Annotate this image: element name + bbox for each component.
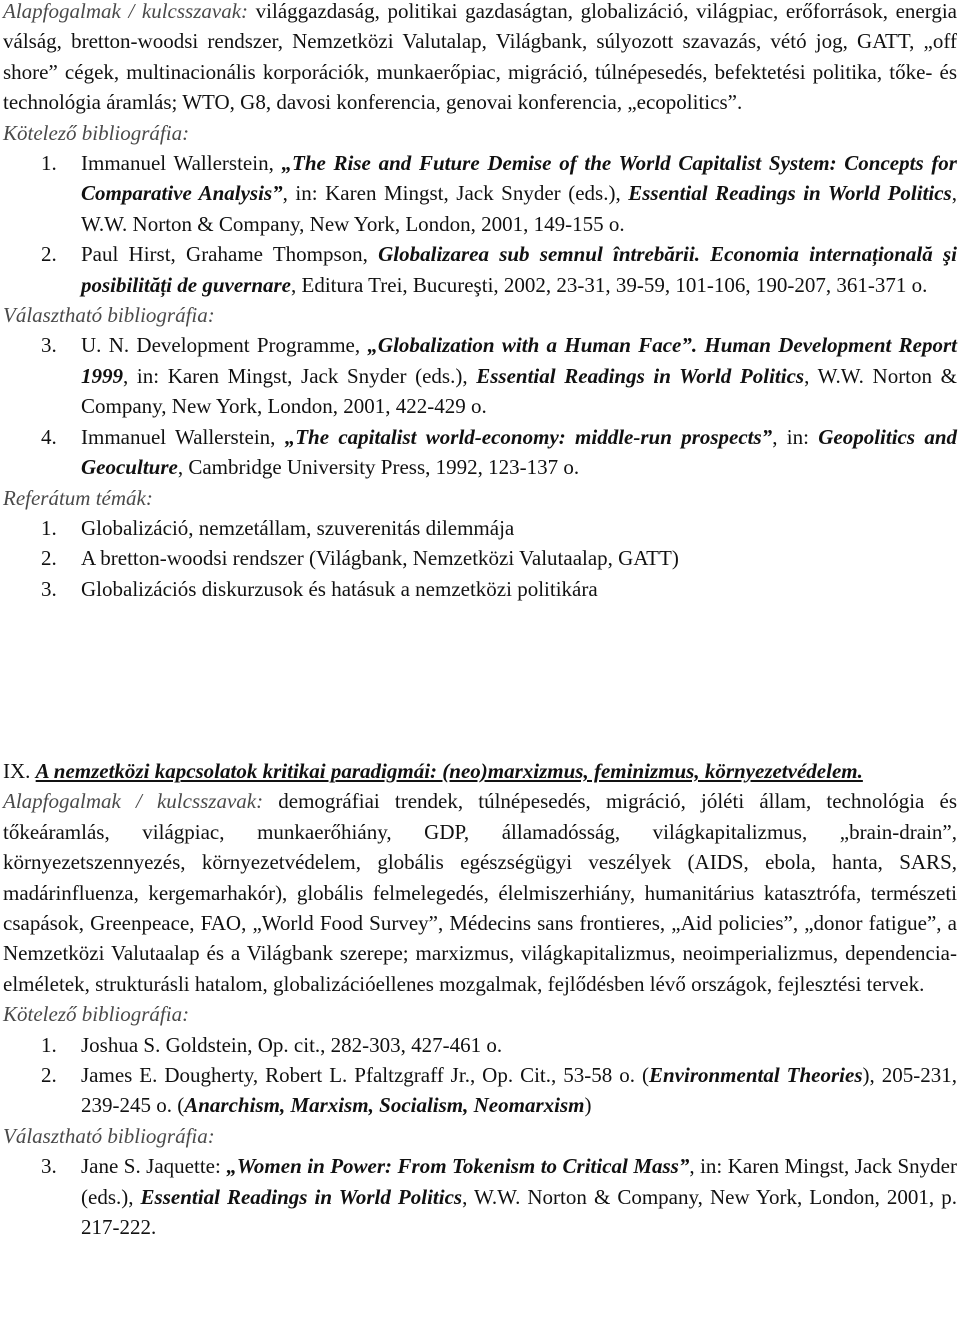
topic-item bbox=[3, 574, 957, 604]
item-number: 2. bbox=[41, 546, 57, 571]
concepts-text: világgazdaság, politikai gazdaságtan, globalizáció, világpiac, erőforrások, energia válság, bretton-woodsi rendszer, Nemzetközi Valutalap, Világbank, súlyozott szavazás, vétó jog, GATT, „off shore” cégek, multinacionális korporációk, munkaerőpiac, migráció, túlnépesedés, befektetési politika, tőke- és technológia áramlás; WTO, G8, davosi konferencia, genovai konferencia, „ecopolitics”. bbox=[3, 0, 957, 115]
optional-bibliography-label: Választható bibliográfia: bbox=[3, 303, 215, 328]
citation-text: , in: Karen Mingst, Jack Snyder (eds.), bbox=[282, 181, 629, 206]
section-heading bbox=[3, 756, 957, 786]
topic-item bbox=[3, 513, 957, 543]
required-bibliography-list bbox=[3, 148, 957, 300]
work-title: Essential Readings in World Politics bbox=[476, 363, 805, 388]
item-number: 2. bbox=[41, 242, 57, 267]
section-title: A nemzetközi kapcsolatok kritikai paradigmái: (neo)marxizmus, feminizmus, környezetvédelem. bbox=[35, 759, 863, 783]
bibliography-entry bbox=[3, 239, 957, 300]
work-title: „Women in Power: From Tokenism to Critical Mass” bbox=[226, 1154, 690, 1179]
citation-text: , W.W. Norton & Company, New York, London, 2001, p. 217-222. bbox=[81, 1184, 957, 1240]
citation-text: Paul Hirst, Grahame Thompson, bbox=[81, 242, 379, 267]
topics-label: Referátum témák: bbox=[3, 485, 153, 510]
optional-bibliography-label: Választható bibliográfia: bbox=[3, 1123, 215, 1148]
item-number: 1. bbox=[41, 1032, 57, 1057]
required-bibliography-label: Kötelező bibliográfia: bbox=[3, 120, 190, 145]
item-number: 3. bbox=[41, 576, 57, 601]
work-title: Globalizarea sub semnul întrebării. Economia internațională şi posibilități de guvernare bbox=[81, 242, 957, 297]
bibliography-entry bbox=[3, 1030, 957, 1060]
citation-text: , Editura Trei, Bucureşti, 2002, 23-31, 39-59, 101-106, 190-207, 361-371 o. bbox=[291, 272, 928, 297]
work-title: Essential Readings in World Politics bbox=[140, 1184, 463, 1209]
item-number: 3. bbox=[41, 1154, 57, 1179]
work-title: Geopolitics and Geoculture bbox=[81, 424, 957, 480]
optional-bibliography-list bbox=[3, 1151, 957, 1242]
concepts-label: Alapfogalmak / kulcsszavak: bbox=[3, 789, 264, 814]
citation-text: , in: bbox=[772, 424, 819, 449]
section-9 bbox=[3, 756, 957, 1243]
citation-text: , Cambridge University Press, 1992, 123-137 o. bbox=[177, 455, 580, 480]
item-number: 4. bbox=[41, 424, 57, 449]
bibliography-entry bbox=[3, 1060, 957, 1121]
bibliography-entry bbox=[3, 148, 957, 239]
citation-text: U. N. Development Programme, bbox=[81, 333, 368, 358]
work-title: „The capitalist world-economy: middle-run prospects” bbox=[284, 424, 773, 449]
work-title: Essential Readings in World Politics bbox=[628, 181, 952, 206]
citation-text: ) bbox=[584, 1093, 592, 1118]
citation-text: , W.W. Norton & Company, New York, London, 2001, 422-429 o. bbox=[81, 363, 957, 419]
topic-text: A bretton-woodsi rendszer (Világbank, Nemzetközi Valutaalap, GATT) bbox=[81, 546, 679, 571]
citation-text: ), 205-231, 239-245 o. ( bbox=[81, 1063, 957, 1118]
bibliography-entry bbox=[3, 1151, 957, 1242]
item-number: 3. bbox=[41, 333, 57, 358]
concepts-label: Alapfogalmak / kulcsszavak: bbox=[3, 0, 249, 23]
section-8 bbox=[3, 0, 957, 604]
concepts-paragraph bbox=[3, 0, 957, 118]
citation-text: Jane S. Jaquette: bbox=[81, 1154, 227, 1179]
required-bibliography-label: Kötelező bibliográfia: bbox=[3, 1002, 190, 1027]
bibliography-entry bbox=[3, 422, 957, 483]
citation-text: Immanuel Wallerstein, bbox=[81, 424, 285, 449]
citation-text: , in: Karen Mingst, Jack Snyder (eds.), bbox=[123, 363, 477, 388]
citation-text: James E. Dougherty, Robert L. Pfaltzgraff Jr., Op. Cit., 53-58 o. ( bbox=[81, 1063, 649, 1088]
item-number: 1. bbox=[41, 515, 57, 540]
citation-text: Joshua S. Goldstein, Op. cit., 282-303, 427-461 o. bbox=[81, 1032, 503, 1057]
item-number: 2. bbox=[41, 1063, 57, 1088]
concepts-text: demográfiai trendek, túlnépesedés, migráció, jóléti állam, technológia és tőkeáramlás, világpiac, munkaerőhiány, GDP, államadósság, világkapitalizmus, „brain-drain”, környezetszennyezés, környezetvédelem, globális egészségügyi veszélyek (AIDS, ebola, hanta, SARS, madárinfluenza, kergemarhakór), globális felmelegedés, élelmiszerhiány, humanitárius katasztrófa, természeti csapások, Greenpeace, FAO, „World Food Survey”, Médecins sans frontieres, „Aid policies”, „donor fatigue”, a Nemzetközi Valutaalap és a Világbank szerepe; marxizmus, világkapitalizmus, neoimperializmus, dependencia-elméletek, strukturásli hatalom, globalizációellenes mozgalmak, fejlődésben lévő országok, fejlesztési tervek. bbox=[3, 789, 958, 996]
work-title: „The Rise and Future Demise of the World Capitalist System: Concepts for Comparative Analysis” bbox=[81, 151, 957, 206]
work-title: Environmental Theories bbox=[648, 1063, 863, 1088]
topic-text: Globalizáció, nemzetállam, szuverenitás dilemmája bbox=[81, 515, 515, 540]
bibliography-entry bbox=[3, 330, 957, 421]
topic-item bbox=[3, 543, 957, 573]
work-title: „Globalization with a Human Face”. Human Development Report 1999 bbox=[81, 333, 957, 388]
section-numeral: IX. bbox=[3, 759, 36, 783]
topics-list bbox=[3, 513, 957, 604]
citation-text: , W.W. Norton & Company, New York, London, 2001, 149-155 o. bbox=[81, 181, 957, 236]
topic-text: Globalizációs diskurzusok és hatásuk a nemzetközi politikára bbox=[81, 576, 598, 601]
work-title: Anarchism, Marxism, Socialism, Neomarxism bbox=[184, 1093, 585, 1118]
item-number: 1. bbox=[41, 151, 57, 176]
citation-text: Immanuel Wallerstein, bbox=[81, 151, 282, 176]
optional-bibliography-list bbox=[3, 330, 957, 482]
required-bibliography-list bbox=[3, 1030, 957, 1121]
concepts-paragraph bbox=[3, 786, 957, 999]
citation-text: , in: Karen Mingst, Jack Snyder (eds.), bbox=[81, 1154, 957, 1209]
